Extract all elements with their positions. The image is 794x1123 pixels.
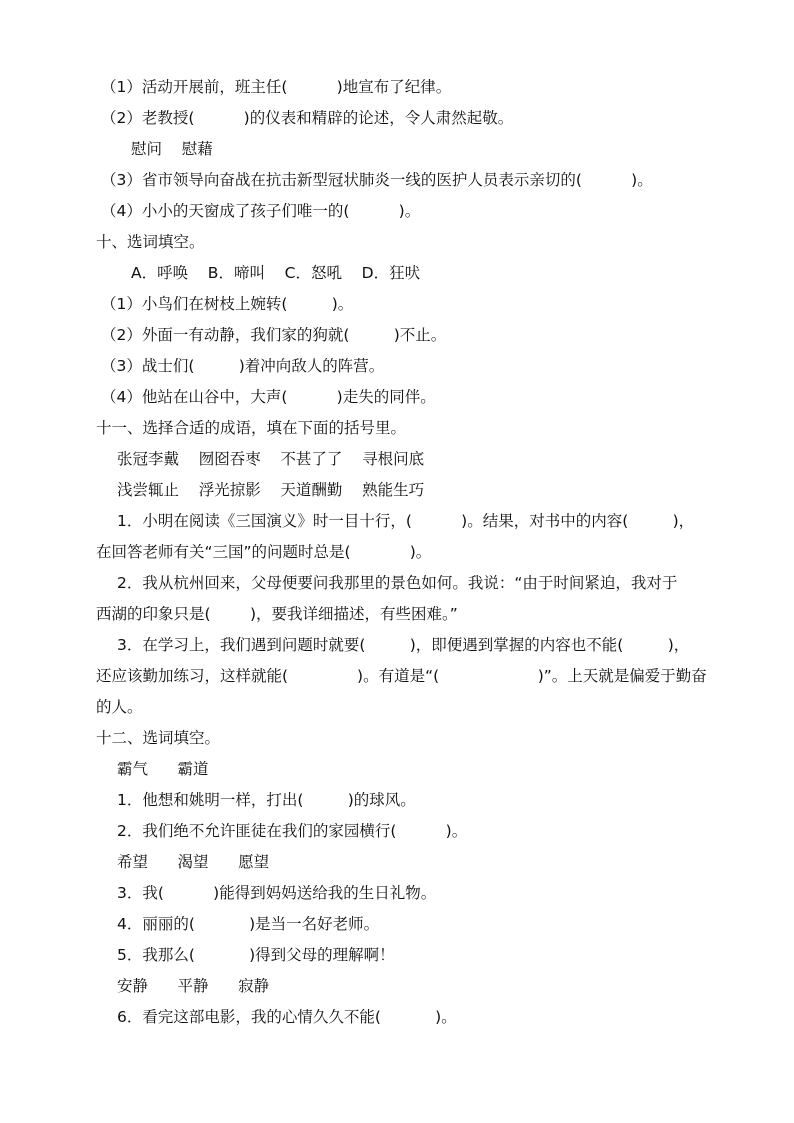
q10-item-3: （3）战士们( )着冲向敌人的阵营。: [101, 357, 385, 375]
q12-item-1: 1．他想和姚明一样，打出( )的球风。: [117, 791, 416, 809]
q10-options: A．呼唤 B．啼叫 C．怒吼 D．狂吠: [131, 264, 421, 282]
q12-item-5: 5．我那么( )得到父母的理解啊！: [117, 946, 395, 964]
q11-item-3: 3．在学习上，我们遇到问题时就要( )，即便遇到掌握的内容也不能( )，: [117, 636, 690, 654]
q11-item-2-cont: 西湖的印象只是( )，要我详细描述，有些困难。”: [96, 605, 458, 623]
q11-item-3-end: 的人。: [96, 698, 143, 716]
q12-item-2: 2．我们绝不允许匪徒在我们的家园横行( )。: [117, 822, 468, 840]
q10-item-2: （2）外面一有动静，我们家的狗就( )不止。: [101, 326, 447, 344]
q11-item-3-cont: 还应该勤加练习，这样就能( )。有道是“( )”。上天就是偏爱于勤奋: [96, 667, 707, 685]
idiom-row-2: 浅尝辄止 浮光掠影 天道酬勤 熟能生巧: [117, 481, 425, 499]
q12-item-6: 6．看完这部电影，我的心情久久不能( )。: [117, 1008, 457, 1026]
q9-item-3: （3）省市领导向奋战在抗击新型冠状肺炎一线的医护人员表示亲切的( )。: [101, 171, 653, 189]
q10-item-4: （4）他站在山谷中，大声( )走失的同伴。: [101, 388, 436, 406]
q12-item-3: 3．我( )能得到妈妈送给我的生日礼物。: [117, 884, 437, 902]
q9-item-2: （2）老教授( )的仪表和精辟的论述，令人肃然起敬。: [101, 109, 514, 127]
q9-item-4: （4）小小的天窗成了孩子们唯一的( )。: [101, 202, 421, 220]
word-group-3: 安静 平静 寂静: [117, 977, 270, 995]
section-12-heading: 十二、选词填空。: [96, 729, 221, 747]
word-group-2: 希望 渴望 愿望: [117, 853, 270, 871]
word-choice-row: 慰问 慰藉: [131, 140, 213, 158]
q11-item-1: 1．小明在阅读《三国演义》时一目十行，( )。结果，对书中的内容( )，: [117, 512, 695, 530]
section-11-heading: 十一、选择合适的成语，填在下面的括号里。: [96, 419, 407, 437]
word-group-1: 霸气 霸道: [117, 760, 209, 778]
idiom-row-1: 张冠李戴 囫囵吞枣 不甚了了 寻根问底: [117, 450, 425, 468]
section-10-heading: 十、选词填空。: [96, 233, 205, 251]
q10-item-1: （1）小鸟们在树枝上婉转( )。: [101, 295, 354, 313]
q9-item-1: （1）活动开展前，班主任( )地宣布了纪律。: [101, 78, 452, 96]
q11-item-1-cont: 在回答老师有关“三国”的问题时总是( )。: [96, 543, 432, 561]
q11-item-2: 2．我从杭州回来，父母便要问我那里的景色如何。我说：“由于时间紧迫，我对于: [117, 574, 678, 592]
q12-item-4: 4．丽丽的( )是当一名好老师。: [117, 915, 380, 933]
